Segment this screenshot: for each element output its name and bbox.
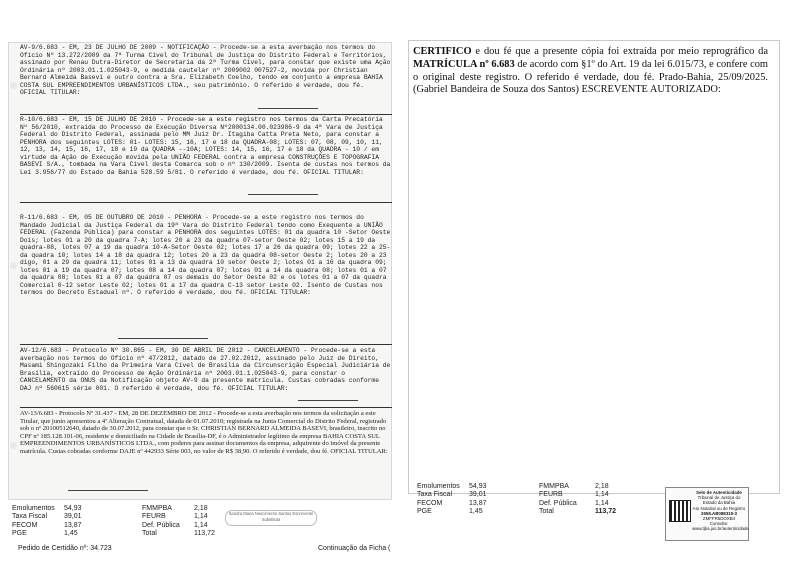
escrevente-stamp: Sandra Maria Nascimento Santos Escrevente Substituta bbox=[225, 510, 317, 526]
right-fees-table: Emolumentos 54,93 FMMPBA 2,18 Taxa Fiscal 39,01 FEURB 1,14 FECOM 13,87 Def. Pública 1,14 PGE 1,45 Total 113,72 bbox=[417, 483, 617, 516]
seal-text: Selo de Autenticidade Tribunal de Justiça do Estado da Bahia Ato Notarial ou de Registro 2658.AB088315-3 ZMFFR5DOXB4 Consulte: www.tjba.jus.br/autenticidade bbox=[692, 490, 749, 532]
divider bbox=[20, 407, 392, 408]
pedido-certidao: Pedido de Certidão nº: 34.723 bbox=[18, 545, 112, 552]
signature bbox=[248, 186, 318, 195]
entry-r11: R-11/6.683 - EM, 05 DE OUTUBRO DE 2010 - PENHORA - Procede-se a este registro nos termos do Mandado Judicial da Justiça Federal da 19ª Vara do Distrito Federal tendo como Exequente a UNIÃO FEDERAL (Fazenda Pública) para constar a PENHORA dos seguintes LOTES: 01 da quadra 10 -Setor Oeste Dois; lotes 01 a 20 da quadra 7-A; lotes 20 a 23 da quadra 07-setor Oeste 02; lotes 15 a 19 da quadra-08, lotes 07 a 19 da quadra 10-A-Setor Oeste 02; lotes 17 a 26 da quadra 09; lotes 22 a 25-da quadra 10; lotes 14 a 18 da quadra 12; lotes 20 a 23 da quadra 08-setor Oeste 2; lotes 20 a 23 digo, 01 a 29 da quadra 11; lotes 01 a 13 da quadra 10 setor Oeste 2; lotes 01 a 16 da quadra 09; lotes 01 a 19 da quadra 07; lotes 08 a 14 da quadra 07; lotes 01 a 14 da quadra 08; lotes 01 a 07 da quadra 08; lotes 01 a 07 da quadra 07 os demais do Setor Oeste 02 e os lotes 01 a 07 da quadra Comercial 0-12 setor Leste 02; lotes 01 a 17 da quadra C-13 setor Leste 02. Isento de Custas nos termos do Decreto Estadual nº. O referido é verdade, dou fé. OFICIAL TITULAR: bbox=[20, 214, 395, 296]
punch-hole bbox=[10, 262, 17, 269]
scanned-matricula bbox=[8, 42, 395, 500]
certificate-text: CERTIFICO e dou fé que a presente cópia foi extraída por meio reprográfico da MATRÍCULA nº 6.683 de acordo com §1º do Art. 19 da lei 6.015/73, e confere com o original deste registro. O referido é verdade, dou fé. Prado-Bahia, 25/09/2025. (Gabriel Bandeira de Souza dos Santos) ESCREVENTE AUTORIZADO: bbox=[413, 46, 768, 96]
divider bbox=[20, 202, 392, 203]
certificate-frame bbox=[408, 40, 780, 494]
signature bbox=[258, 100, 318, 109]
signature bbox=[118, 330, 208, 339]
signature bbox=[68, 482, 148, 491]
authenticity-seal bbox=[665, 487, 749, 541]
divider bbox=[20, 344, 392, 345]
entry-av12: AV-12/6.683 - Protocolo Nº 30.865 - EM, 30 DE ABRIL DE 2012 - CANCELAMENTO - Procede-se a esta averbação nos termos do Ofício nº 47/2012, datado de 27.02.2012, assinado pelo Juiz de Direito, Masami Shingozaki Filho da Primeira Vara Cível de Brasília da Circunscrição Especial Judiciária de Brasília, extraído do Processo de Ação Ordinária nº 2003.01.1.025043-9, para constar o CANCELAMENTO da ONUS da Notificação objeto AV-9 da presente matrícula. Custas cobradas conforme DAJ nº 560615 série 001. O referido é verdade, dou fé. OFICIAL TITULAR: bbox=[20, 347, 395, 392]
entry-av13: AV-13/6.683 - Protocolo Nº 31.437 - EM, 28 DE DEZEMBRO DE 2012 - Procede-se a esta averbação nos termos da solicitação a este Titular, que junto apresentou a 4ª Alteração Contratual, datada de 01.07.2010; registrada na Junta Comercial do Distrito Federal, registrado sob o nº 20100512640, datado de 30.07.2012, para constar que o Sr. CHRISTIAN BERNARD ALMEIDA BASEVI, brasileiro, inscrito no CPF nº 185.128.101-06, residente e domiciliado na Cidade de Brasília-DF, é o Administrador legítimo da empresa BAHIA COSTA SUL EMPREENDIMENTOS URBANÍSTICOS LTDA., com poderes para assinar documentos da empresa, adquirente do imóvel da presente matrícula. Custas cobradas conforme DAJE nº 442933 Série 003, no valor de R$ 38,90. O referido é verdade, dou fé. OFICIAL TITULAR: bbox=[20, 410, 388, 455]
punch-hole bbox=[10, 82, 17, 89]
qr-code-icon bbox=[669, 500, 691, 522]
signature bbox=[298, 392, 358, 401]
divider bbox=[20, 114, 392, 115]
continuacao-ficha: Continuação da Ficha ( bbox=[318, 545, 391, 552]
entry-av9: AV-9/6.683 - EM, 23 DE JULHO DE 2009 - NOTIFICAÇÃO - Procede-se a esta averbação nos termos do Ofício Nº 13.272/2009 da 7ª Turma Cível do Tribunal de Justiça do Distrito Federal e Territórios, assinado por Renau Dutra-Diretor de Secretaria da 2ª Turma Cível, para constar que existe uma Ação Ordinária nº 2003.01.1.025043-9, e medida cautelar nº 2009002 007527-2, movida por Christian Bernard Almeida Basevi e outro contra a Sra. Elizabeth Coelho, tendo em conjunto a empresa BAHIA COSTA SUL EMPREENDIMENTOS URBANÍSTICOS LTDA., seu patrimônio. O referido é verdade, dou fé. OFICIAL TITULAR: bbox=[20, 44, 395, 96]
entry-r10: R-10/6.683 - EM, 15 DE JULHO DE 2010 - Procede-se a este registro nos termos da Carta Precatória Nº 56/2010, extraída do Processo de Execução Diversa Nº2000134.00.023986-9 da 4ª Vara de Justiça Federal do Distrito Federal, assinada pelo MM Juiz Dr. Itagiba Catta Preta Neto, para constar a PENHORA dos seguintes LOTES: 01- LOTES: 15, 16, 17 e 18 da QUADRA-08; LOTES: 07, 08, 09, 10, 11, 12, 13, 14, 15, 16, 17, 18 e 19 da QUADRA --10A; LOTES: 14, 15, 16, 17 e 18 da QUADRA - 10 / em virtude da Ação de Execução movida pela UNIÃO FEDERAL contra a empresa CONSTRUÇÕES E TOPOGRAFIA BASEVI S/A., tombada na Vara Cível desta Comarca sob o nº 130/2009. Isenta de custas nos termos da Lei 3.956/77 do Estado da Bahia 528.59 5/81. O referido é verdade, dou fé. OFICIAL TITULAR: bbox=[20, 116, 395, 176]
punch-hole bbox=[10, 442, 17, 449]
left-fees-table: Emolumentos 54,93 FMMPBA 2,18 Taxa Fiscal 39,01 FEURB 1,14 FECOM 13,87 Def. Pública 1,14 PGE 1,45 Total 113,72 bbox=[12, 505, 215, 538]
